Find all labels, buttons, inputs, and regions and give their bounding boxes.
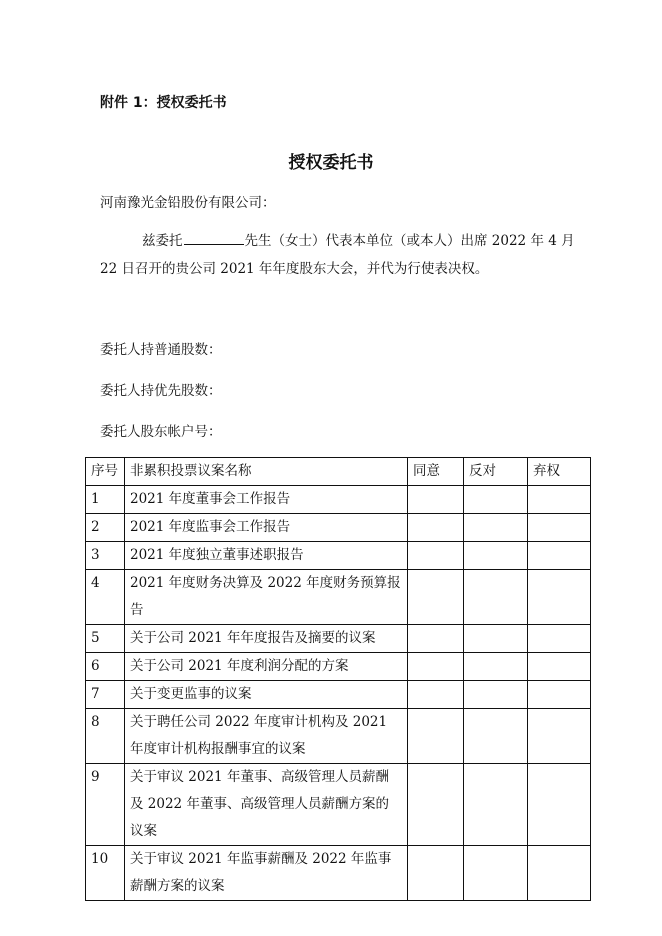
agree-cell[interactable] — [408, 681, 464, 709]
agree-cell[interactable] — [408, 764, 464, 846]
abstain-cell[interactable] — [528, 486, 591, 514]
agree-cell[interactable] — [408, 542, 464, 570]
proposal-name: 关于审议 2021 年董事、高级管理人员薪酬及 2022 年董事、高级管理人员薪酬方案的议案 — [125, 764, 408, 846]
oppose-cell[interactable] — [464, 681, 528, 709]
row-number: 6 — [86, 653, 125, 681]
proxy-name-blank[interactable] — [184, 230, 244, 245]
header-proposal-name: 非累积投票议案名称 — [125, 458, 408, 486]
voting-table — [85, 457, 591, 901]
oppose-cell[interactable] — [464, 514, 528, 542]
row-number: 9 — [86, 764, 125, 846]
addressee: 河南豫光金铅股份有限公司： — [100, 195, 276, 211]
proposal-name: 2021 年度独立董事述职报告 — [125, 542, 408, 570]
row-number: 4 — [86, 570, 125, 625]
oppose-cell[interactable] — [464, 570, 528, 625]
row-number: 7 — [86, 681, 125, 709]
agree-cell[interactable] — [408, 570, 464, 625]
table-row — [86, 542, 591, 570]
abstain-cell[interactable] — [528, 764, 591, 846]
header-number: 序号 — [86, 458, 125, 486]
table-row — [86, 681, 591, 709]
abstain-cell[interactable] — [528, 846, 591, 901]
common-shares-field: 委托人持普通股数： — [100, 342, 222, 358]
table-row — [86, 846, 591, 901]
proposal-name: 关于变更监事的议案 — [125, 681, 408, 709]
entrust-suffix: 先生（女士）代表本单位（或本人）出席 2022 年 4 月 — [244, 233, 575, 249]
row-number: 3 — [86, 542, 125, 570]
oppose-cell[interactable] — [464, 846, 528, 901]
table-row — [86, 486, 591, 514]
entrust-prefix: 兹委托 — [142, 233, 183, 249]
row-number: 1 — [86, 486, 125, 514]
agree-cell[interactable] — [408, 486, 464, 514]
proposal-name: 关于公司 2021 年年度报告及摘要的议案 — [125, 625, 408, 653]
agree-cell[interactable] — [408, 625, 464, 653]
abstain-cell[interactable] — [528, 514, 591, 542]
oppose-cell[interactable] — [464, 542, 528, 570]
agree-cell[interactable] — [408, 514, 464, 542]
table-row — [86, 653, 591, 681]
table-header-row — [86, 458, 591, 486]
proposal-name: 2021 年度监事会工作报告 — [125, 514, 408, 542]
table-row — [86, 570, 591, 625]
authorization-text-line2: 22 日召开的贵公司 2021 年年度股东大会，并代为行使表决权。 — [100, 261, 489, 277]
abstain-cell[interactable] — [528, 681, 591, 709]
row-number: 5 — [86, 625, 125, 653]
document-title: 授权委托书 — [288, 153, 374, 173]
oppose-cell[interactable] — [464, 486, 528, 514]
table-row — [86, 625, 591, 653]
abstain-cell[interactable] — [528, 653, 591, 681]
abstain-cell[interactable] — [528, 709, 591, 764]
header-agree: 同意 — [408, 458, 464, 486]
row-number: 10 — [86, 846, 125, 901]
agree-cell[interactable] — [408, 846, 464, 901]
abstain-cell[interactable] — [528, 625, 591, 653]
abstain-cell[interactable] — [528, 542, 591, 570]
annex-heading: 附件 1：授权委托书 — [100, 95, 227, 111]
oppose-cell[interactable] — [464, 625, 528, 653]
proposal-name: 关于聘任公司 2022 年度审计机构及 2021 年度审计机构报酬事宜的议案 — [125, 709, 408, 764]
table-row — [86, 764, 591, 846]
agree-cell[interactable] — [408, 709, 464, 764]
oppose-cell[interactable] — [464, 653, 528, 681]
row-number: 2 — [86, 514, 125, 542]
account-number-field: 委托人股东帐户号： — [100, 424, 222, 440]
row-number: 8 — [86, 709, 125, 764]
proposal-name: 关于审议 2021 年监事薪酬及 2022 年监事薪酬方案的议案 — [125, 846, 408, 901]
proposal-name: 2021 年度财务决算及 2022 年度财务预算报告 — [125, 570, 408, 625]
header-oppose: 反对 — [464, 458, 528, 486]
oppose-cell[interactable] — [464, 709, 528, 764]
preferred-shares-field: 委托人持优先股数： — [100, 383, 222, 399]
table-row — [86, 514, 591, 542]
agree-cell[interactable] — [408, 653, 464, 681]
proposal-name: 关于公司 2021 年度利润分配的方案 — [125, 653, 408, 681]
abstain-cell[interactable] — [528, 570, 591, 625]
header-abstain: 弃权 — [528, 458, 591, 486]
table-row — [86, 709, 591, 764]
authorization-text-line1 — [142, 229, 575, 249]
oppose-cell[interactable] — [464, 764, 528, 846]
proposal-name: 2021 年度董事会工作报告 — [125, 486, 408, 514]
